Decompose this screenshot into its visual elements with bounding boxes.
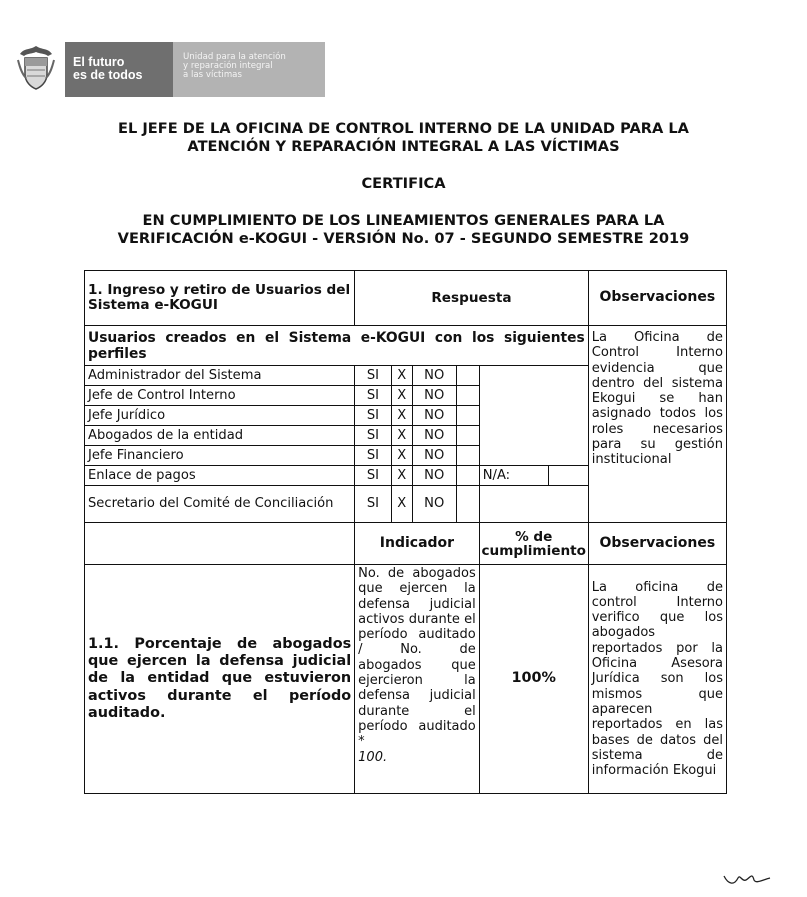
item-1-1-indicator: [355, 565, 480, 794]
na-cell: N/A:: [479, 466, 548, 486]
no-cell: NO: [412, 386, 456, 406]
colombia-coat-of-arms-icon: [14, 44, 58, 92]
respuesta-header: Respuesta: [355, 271, 589, 326]
empty-cell: [456, 386, 479, 406]
empty-cell: [456, 426, 479, 446]
certifica-heading: CERTIFICA: [361, 175, 446, 192]
logo-banner: [65, 42, 325, 97]
no-cell: NO: [412, 446, 456, 466]
empty-cell: [456, 446, 479, 466]
profile-name: Enlace de pagos: [85, 466, 355, 486]
si-cell: SI: [355, 406, 392, 426]
indicador-header: Indicador: [355, 523, 480, 565]
na-value-cell: [548, 466, 588, 486]
si-cell: SI: [355, 466, 392, 486]
no-cell: NO: [412, 366, 456, 386]
mark-cell: X: [391, 406, 412, 426]
unit-line-2: y reparación integral: [183, 61, 273, 71]
profile-name: Jefe Jurídico: [85, 406, 355, 426]
unit-line-1: Unidad para la atención: [183, 52, 286, 62]
mark-cell: X: [391, 386, 412, 406]
item-1-1-percent: 100%: [479, 565, 588, 794]
indicator-text: No. de abogados que ejercen la defensa judicial activos durante el período auditado / No. de abogados que ejercieron la defensa judicial durante el período auditado *: [358, 566, 476, 750]
subtitle-line-1: EN CUMPLIMIENTO DE LOS LINEAMIENTOS GENERALES PARA LA: [142, 212, 665, 229]
si-cell: SI: [355, 426, 392, 446]
empty-cell: [456, 466, 479, 486]
document-title-line-1: EL JEFE DE LA OFICINA DE CONTROL INTERNO DE LA UNIDAD PARA LA: [118, 120, 689, 137]
no-cell: NO: [412, 406, 456, 426]
empty-cell: [479, 486, 588, 523]
users-heading: Usuarios creados en el Sistema e-KOGUI con los siguientes perfiles: [85, 326, 589, 366]
profile-name: Secretario del Comité de Conciliación: [85, 486, 355, 523]
empty-cell: [85, 523, 355, 565]
item-1-1-title: 1.1. Porcentaje de abogados que ejercen la defensa judicial de la entidad que estuvieron activos durante el período auditado.: [85, 565, 355, 794]
profile-name: Jefe de Control Interno: [85, 386, 355, 406]
empty-cell: [456, 406, 479, 426]
document-title-line-2: ATENCIÓN Y REPARACIÓN INTEGRAL A LAS VÍCTIMAS: [187, 138, 620, 155]
observaciones-header: Observaciones: [588, 271, 726, 326]
signature-mark: [722, 868, 772, 890]
mark-cell: X: [391, 466, 412, 486]
profile-name: Administrador del Sistema: [85, 366, 355, 386]
si-cell: SI: [355, 446, 392, 466]
indicator-end: 100.: [358, 749, 388, 765]
si-cell: SI: [355, 386, 392, 406]
unit-line-3: a las víctimas: [183, 70, 242, 80]
empty-cell: [456, 366, 479, 386]
cumplimiento-header: % de cumplimiento: [479, 523, 588, 565]
empty-cell: [456, 486, 479, 523]
observaciones-header-2: Observaciones: [588, 523, 726, 565]
item-1-1-observation: La oficina de control Interno verifico que los abogados reportados por la Oficina Asesora Jurídica son los mismos que aparecen reportados en las bases de datos del sistema de información Ekogui: [588, 565, 726, 794]
brand-line-1: El futuro: [73, 55, 125, 69]
empty-cell: [479, 366, 588, 466]
si-cell: SI: [355, 486, 392, 523]
unit-name: [173, 42, 325, 97]
mark-cell: X: [391, 486, 412, 523]
users-observation: La Oficina de Control Interno evidencia que dentro del sistema Ekogui se han asignado todos los roles necesarios para su gestión institucional: [588, 326, 726, 523]
brand-line-2: es de todos: [73, 68, 143, 82]
brand-slogan: [65, 42, 173, 97]
no-cell: NO: [412, 486, 456, 523]
mark-cell: X: [391, 366, 412, 386]
no-cell: NO: [412, 466, 456, 486]
profile-name: Abogados de la entidad: [85, 426, 355, 446]
verification-table: [84, 270, 727, 794]
si-cell: SI: [355, 366, 392, 386]
mark-cell: X: [391, 426, 412, 446]
subtitle-line-2: VERIFICACIÓN e-KOGUI - VERSIÓN No. 07 - SEGUNDO SEMESTRE 2019: [117, 230, 690, 247]
no-cell: NO: [412, 426, 456, 446]
profile-name: Jefe Financiero: [85, 446, 355, 466]
section-title: 1. Ingreso y retiro de Usuarios del Sistema e-KOGUI: [85, 271, 355, 326]
mark-cell: X: [391, 446, 412, 466]
